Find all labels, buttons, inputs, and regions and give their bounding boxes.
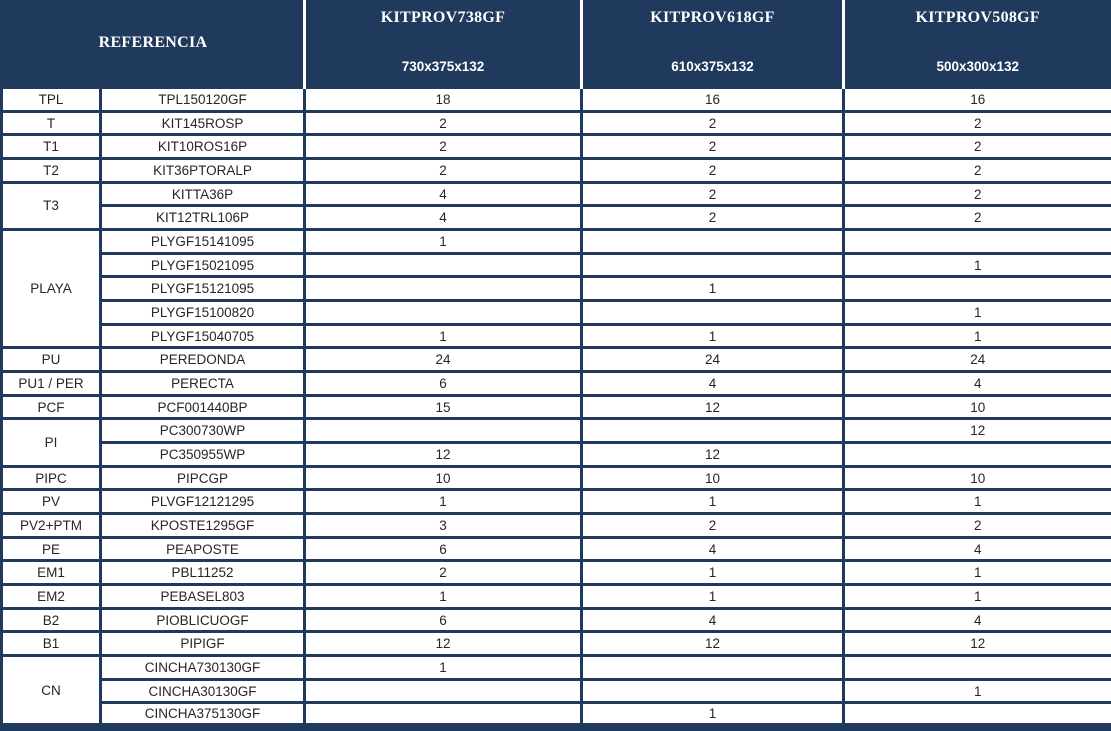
group-code-cell: T3 <box>2 182 101 229</box>
quantity-cell: 2 <box>305 135 582 159</box>
reference-cell: PLYGF15121095 <box>101 277 305 301</box>
table-row <box>2 277 1111 301</box>
quantity-cell: 1 <box>305 656 582 680</box>
quantity-cell: 1 <box>582 703 844 727</box>
reference-cell: PLYGF15021095 <box>101 253 305 277</box>
group-code-cell: PLAYA <box>2 230 101 348</box>
table-row <box>2 561 1111 585</box>
reference-cell: KPOSTE1295GF <box>101 514 305 538</box>
group-code-cell: PI <box>2 419 101 466</box>
kit-dimensions: 730x375x132 <box>401 59 485 74</box>
quantity-cell: 1 <box>305 230 582 254</box>
quantity-cell: 12 <box>582 632 844 656</box>
quantity-cell: 1 <box>582 277 844 301</box>
reference-cell: CINCHA30130GF <box>101 679 305 703</box>
quantity-cell <box>305 277 582 301</box>
quantity-cell: 1 <box>305 585 582 609</box>
quantity-cell: 18 <box>305 88 582 112</box>
quantity-cell <box>582 656 844 680</box>
quantity-cell: 2 <box>844 514 1111 538</box>
quantity-cell: 6 <box>305 372 582 396</box>
quantity-cell: 4 <box>844 372 1111 396</box>
quantity-cell: 4 <box>582 372 844 396</box>
table-row <box>2 111 1111 135</box>
quantity-cell: 6 <box>305 608 582 632</box>
group-code-cell: CN <box>2 656 101 727</box>
group-code-cell: EM1 <box>2 561 101 585</box>
reference-cell: PERECTA <box>101 372 305 396</box>
table-row <box>2 703 1111 727</box>
group-code-cell: PU1 / PER <box>2 372 101 396</box>
table-row <box>2 348 1111 372</box>
quantity-cell: 2 <box>844 111 1111 135</box>
group-code-cell: PU <box>2 348 101 372</box>
quantity-cell: 2 <box>844 182 1111 206</box>
table-row <box>2 608 1111 632</box>
kit-name: KITPROV738GF <box>380 9 506 26</box>
reference-cell: CINCHA375130GF <box>101 703 305 727</box>
group-code-cell: TPL <box>2 88 101 112</box>
table-row <box>2 537 1111 561</box>
quantity-cell: 4 <box>582 608 844 632</box>
reference-cell: PLYGF15040705 <box>101 324 305 348</box>
table-row <box>2 514 1111 538</box>
group-code-cell: PIPC <box>2 466 101 490</box>
quantity-cell: 1 <box>305 490 582 514</box>
reference-cell: PLYGF15141095 <box>101 230 305 254</box>
reference-cell: PIPCGP <box>101 466 305 490</box>
reference-cell: PLVGF12121295 <box>101 490 305 514</box>
reference-cell: PCF001440BP <box>101 395 305 419</box>
table-row <box>2 443 1111 467</box>
quantity-cell: 24 <box>305 348 582 372</box>
header-row <box>2 0 1111 88</box>
quantity-cell <box>844 703 1111 727</box>
quantity-cell <box>844 230 1111 254</box>
quantity-cell: 10 <box>305 466 582 490</box>
quantity-cell: 2 <box>582 514 844 538</box>
quantity-cell: 4 <box>305 206 582 230</box>
table-row <box>2 324 1111 348</box>
reference-cell: PEREDONDA <box>101 348 305 372</box>
header-kit-column-738 <box>305 0 582 88</box>
quantity-cell: 16 <box>582 88 844 112</box>
quantity-cell <box>844 277 1111 301</box>
quantity-cell: 12 <box>582 443 844 467</box>
kit-name: KITPROV618GF <box>650 9 775 26</box>
kit-dimensions: 610x375x132 <box>671 59 754 74</box>
header-kit-column-618 <box>582 0 844 88</box>
quantity-cell: 2 <box>305 159 582 183</box>
quantity-cell: 12 <box>844 632 1111 656</box>
quantity-cell: 2 <box>582 182 844 206</box>
quantity-cell: 10 <box>844 466 1111 490</box>
quantity-cell: 12 <box>305 443 582 467</box>
quantity-cell <box>305 301 582 325</box>
header-referencia: REFERENCIA <box>2 0 305 88</box>
kit-name: KITPROV508GF <box>915 9 1041 26</box>
quantity-cell: 1 <box>844 324 1111 348</box>
quantity-cell: 1 <box>844 561 1111 585</box>
group-code-cell: B1 <box>2 632 101 656</box>
quantity-cell: 2 <box>844 206 1111 230</box>
table-row <box>2 679 1111 703</box>
group-code-cell: PE <box>2 537 101 561</box>
quantity-cell: 2 <box>844 159 1111 183</box>
table-row <box>2 230 1111 254</box>
quantity-cell: 4 <box>844 537 1111 561</box>
reference-cell: TPL150120GF <box>101 88 305 112</box>
quantity-cell: 1 <box>844 585 1111 609</box>
table-row <box>2 466 1111 490</box>
quantity-cell <box>844 656 1111 680</box>
quantity-cell: 1 <box>582 490 844 514</box>
table-row <box>2 419 1111 443</box>
quantity-cell: 4 <box>305 182 582 206</box>
group-code-cell: PV2+PTM <box>2 514 101 538</box>
table-row <box>2 656 1111 680</box>
reference-cell: PBL11252 <box>101 561 305 585</box>
quantity-cell: 12 <box>305 632 582 656</box>
quantity-cell: 1 <box>844 679 1111 703</box>
reference-cell: KITTA36P <box>101 182 305 206</box>
quantity-cell: 10 <box>582 466 844 490</box>
reference-cell: PIOBLICUOGF <box>101 608 305 632</box>
quantity-cell: 1 <box>844 253 1111 277</box>
group-code-cell: T2 <box>2 159 101 183</box>
quantity-cell <box>305 419 582 443</box>
quantity-cell: 2 <box>844 135 1111 159</box>
group-code-cell: PCF <box>2 395 101 419</box>
kit-dimensions: 500x300x132 <box>936 59 1020 74</box>
quantity-cell <box>305 679 582 703</box>
reference-cell: PEAPOSTE <box>101 537 305 561</box>
quantity-cell: 6 <box>305 537 582 561</box>
quantity-cell: 2 <box>582 206 844 230</box>
quantity-cell <box>305 253 582 277</box>
quantity-cell: 2 <box>582 159 844 183</box>
table-body <box>2 88 1111 728</box>
quantity-cell: 1 <box>582 561 844 585</box>
group-code-cell: T1 <box>2 135 101 159</box>
quantity-cell: 15 <box>305 395 582 419</box>
reference-cell: KIT10ROS16P <box>101 135 305 159</box>
quantity-cell <box>305 703 582 727</box>
quantity-cell: 2 <box>582 111 844 135</box>
quantity-cell <box>582 301 844 325</box>
quantity-cell: 1 <box>582 585 844 609</box>
quantity-cell: 3 <box>305 514 582 538</box>
reference-cell: KIT145ROSP <box>101 111 305 135</box>
quantity-cell: 1 <box>305 324 582 348</box>
group-code-cell: PV <box>2 490 101 514</box>
group-code-cell: B2 <box>2 608 101 632</box>
table-row <box>2 395 1111 419</box>
reference-cell: PC300730WP <box>101 419 305 443</box>
table-row <box>2 206 1111 230</box>
table-row <box>2 585 1111 609</box>
reference-cell: PLYGF15100820 <box>101 301 305 325</box>
quantity-cell <box>582 679 844 703</box>
group-code-cell: EM2 <box>2 585 101 609</box>
quantity-cell <box>582 253 844 277</box>
reference-cell: KIT36PTORALP <box>101 159 305 183</box>
quantity-cell: 4 <box>844 608 1111 632</box>
quantity-cell: 12 <box>582 395 844 419</box>
table-header <box>2 0 1111 88</box>
quantity-cell: 1 <box>844 490 1111 514</box>
quantity-cell: 2 <box>305 111 582 135</box>
quantity-cell <box>844 443 1111 467</box>
reference-cell: PIPIGF <box>101 632 305 656</box>
quantity-cell: 24 <box>844 348 1111 372</box>
reference-cell: KIT12TRL106P <box>101 206 305 230</box>
table-row <box>2 88 1111 112</box>
quantity-cell: 16 <box>844 88 1111 112</box>
quantity-cell: 2 <box>305 561 582 585</box>
table-row <box>2 632 1111 656</box>
quantity-cell: 4 <box>582 537 844 561</box>
table-row <box>2 490 1111 514</box>
table-row <box>2 182 1111 206</box>
quantity-cell: 1 <box>844 301 1111 325</box>
quantity-cell: 12 <box>844 419 1111 443</box>
quantity-cell: 2 <box>582 135 844 159</box>
reference-cell: CINCHA730130GF <box>101 656 305 680</box>
table-row <box>2 301 1111 325</box>
quantity-cell: 24 <box>582 348 844 372</box>
table-row <box>2 135 1111 159</box>
header-kit-column-508 <box>844 0 1111 88</box>
table-row <box>2 159 1111 183</box>
group-code-cell: T <box>2 111 101 135</box>
quantity-cell <box>582 419 844 443</box>
table-row <box>2 372 1111 396</box>
table-row <box>2 253 1111 277</box>
quantity-cell: 10 <box>844 395 1111 419</box>
reference-cell: PEBASEL803 <box>101 585 305 609</box>
quantity-cell <box>582 230 844 254</box>
reference-cell: PC350955WP <box>101 443 305 467</box>
quantity-cell: 1 <box>582 324 844 348</box>
